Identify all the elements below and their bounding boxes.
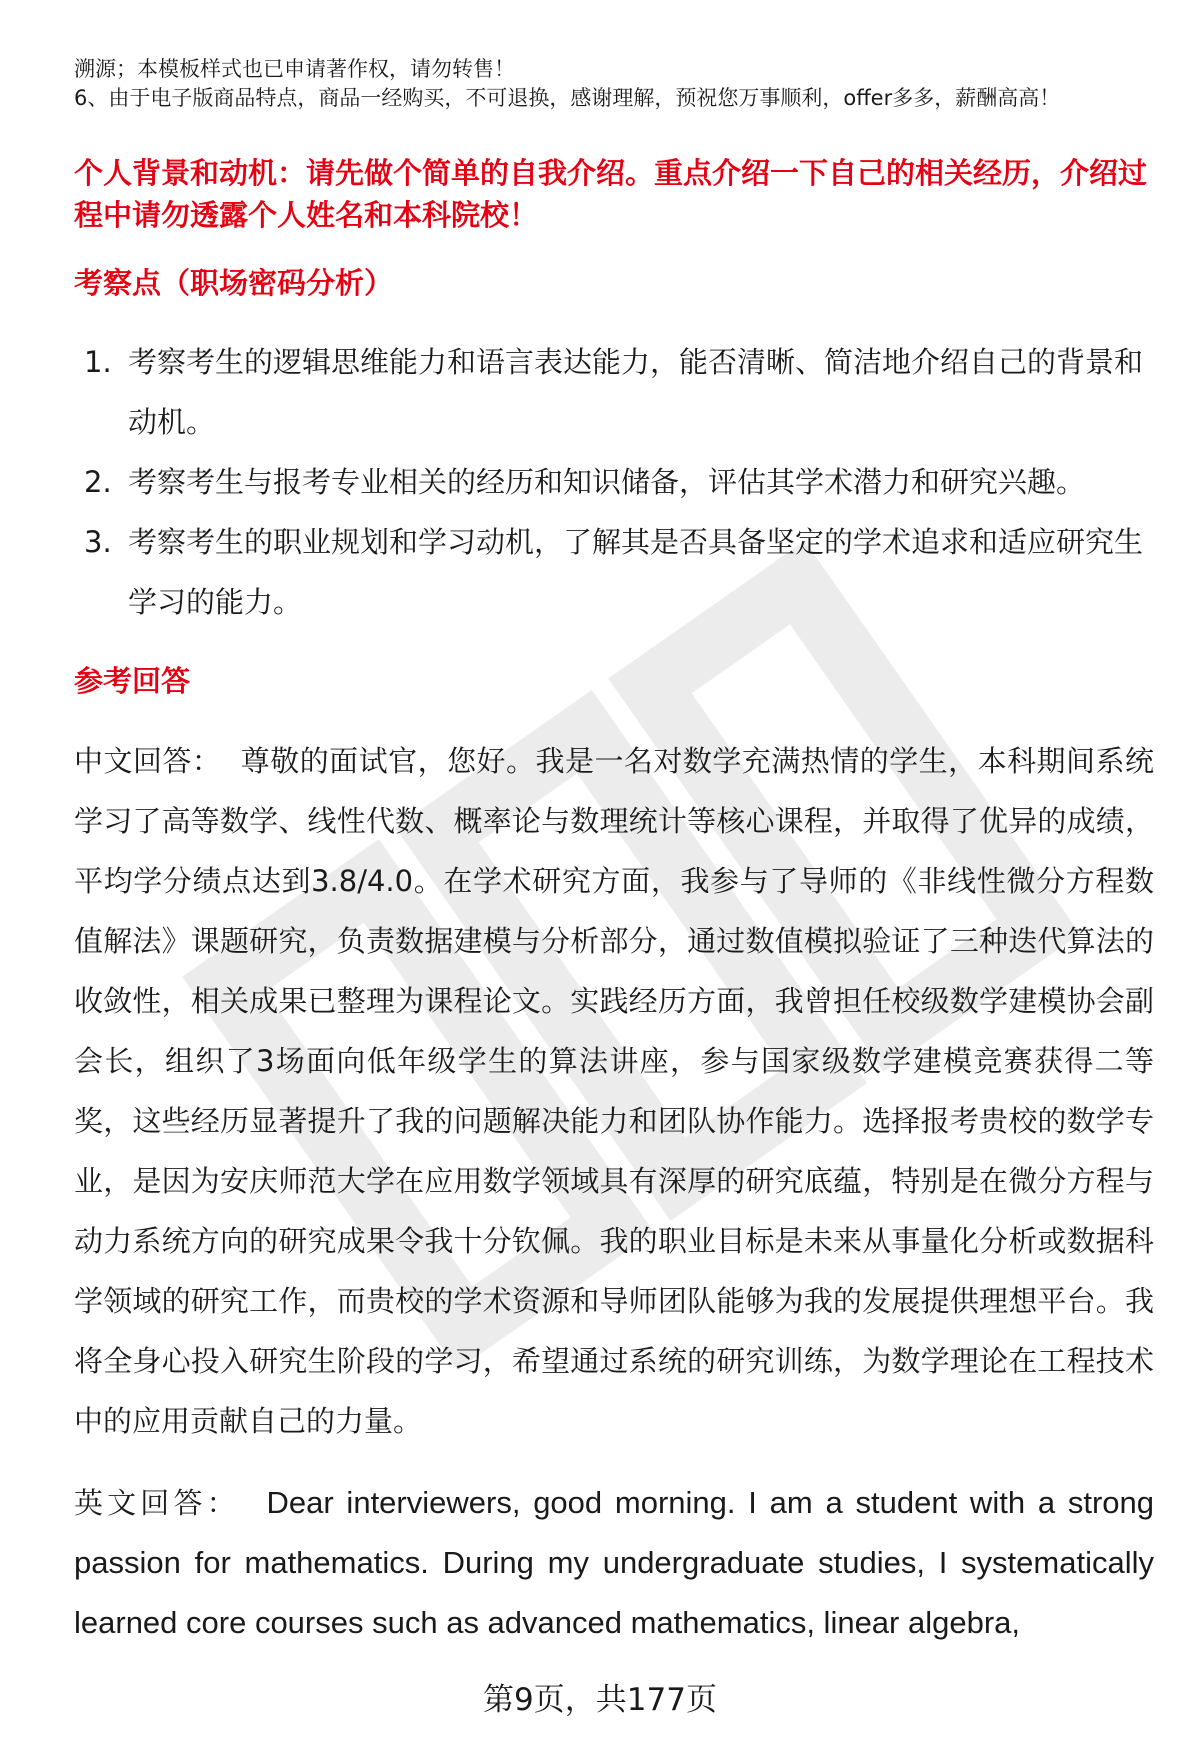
notice-line-2: 6、由于电子版商品特点，商品一经购买，不可退换，感谢理解，预祝您万事顺利，offer多多，薪酬高高！ xyxy=(74,86,1061,110)
list-text: 考察考生与报考专业相关的经历和知识储备，评估其学术潜力和研究兴趣。 xyxy=(128,465,1086,499)
notice-line-1: 溯源；本模板样式也已申请著作权，请勿转售！ xyxy=(74,57,515,81)
list-number: 2. xyxy=(84,465,112,499)
chinese-answer-text: 尊敬的面试官，您好。我是一名对数学充满热情的学生，本科期间系统学习了高等数学、线性代数、概率论与数理统计等核心课程，并取得了优异的成绩，平均学分绩点达到3.8/4.0。在学术研究方面，我参与了导师的《非线性微分方程数值解法》课题研究，负责数据建模与分析部分，通过数值模拟验证了三种迭代算法的收敛性，相关成果已整理为课程论文。实践经历方面，我曾担任校级数学建模协会副会长，组织了3场面向低年级学生的算法讲座，参与国家级数学建模竞赛获得二等奖，这些经历显著提升了我的问题解决能力和团队协作能力。选择报考贵校的数学专业，是因为安庆师范大学在应用数学领域具有深厚的研究底蕴，特别是在微分方程与动力系统方向的研究成果令我十分钦佩。我的职业目标是未来从事量化分析或数据科学领域的研究工作，而贵校的学术资源和导师团队能够为我的发展提供理想平台。我将全身心投入研究生阶段的学习，希望通过系统的研究训练，为数学理论在工程技术中的应用贡献自己的力量。 xyxy=(74,744,1154,1438)
english-answer-label: 英文回答： xyxy=(74,1486,240,1520)
english-answer-text: Dear interviewers, good morning. I am a student with a strong passion for mathematics. During my undergraduate studies, I systematically learned core courses such as advanced mathematics, linear algebra, xyxy=(74,1485,1154,1640)
english-answer xyxy=(74,1473,1154,1653)
list-item xyxy=(84,452,1154,512)
answer-heading: 参考回答 xyxy=(74,664,191,698)
list-item xyxy=(84,512,1154,632)
list-number: 3. xyxy=(84,525,112,559)
list-number: 1. xyxy=(84,345,112,379)
list-text: 考察考生的逻辑思维能力和语言表达能力，能否清晰、简洁地介绍自己的背景和动机。 xyxy=(128,345,1144,439)
analysis-heading: 考察点（职场密码分析） xyxy=(74,266,394,300)
question-title: 个人背景和动机：请先做个简单的自我介绍。重点介绍一下自己的相关经历，介绍过程中请勿透露个人姓名和本科院校！ xyxy=(74,156,1148,232)
chinese-answer-label: 中文回答： xyxy=(74,744,222,778)
list-item xyxy=(84,332,1154,452)
page-number: 第9页，共177页 xyxy=(483,1682,717,1718)
list-text: 考察考生的职业规划和学习动机，了解其是否具备坚定的学术追求和适应研究生学习的能力。 xyxy=(128,525,1144,619)
chinese-answer xyxy=(74,731,1154,1451)
